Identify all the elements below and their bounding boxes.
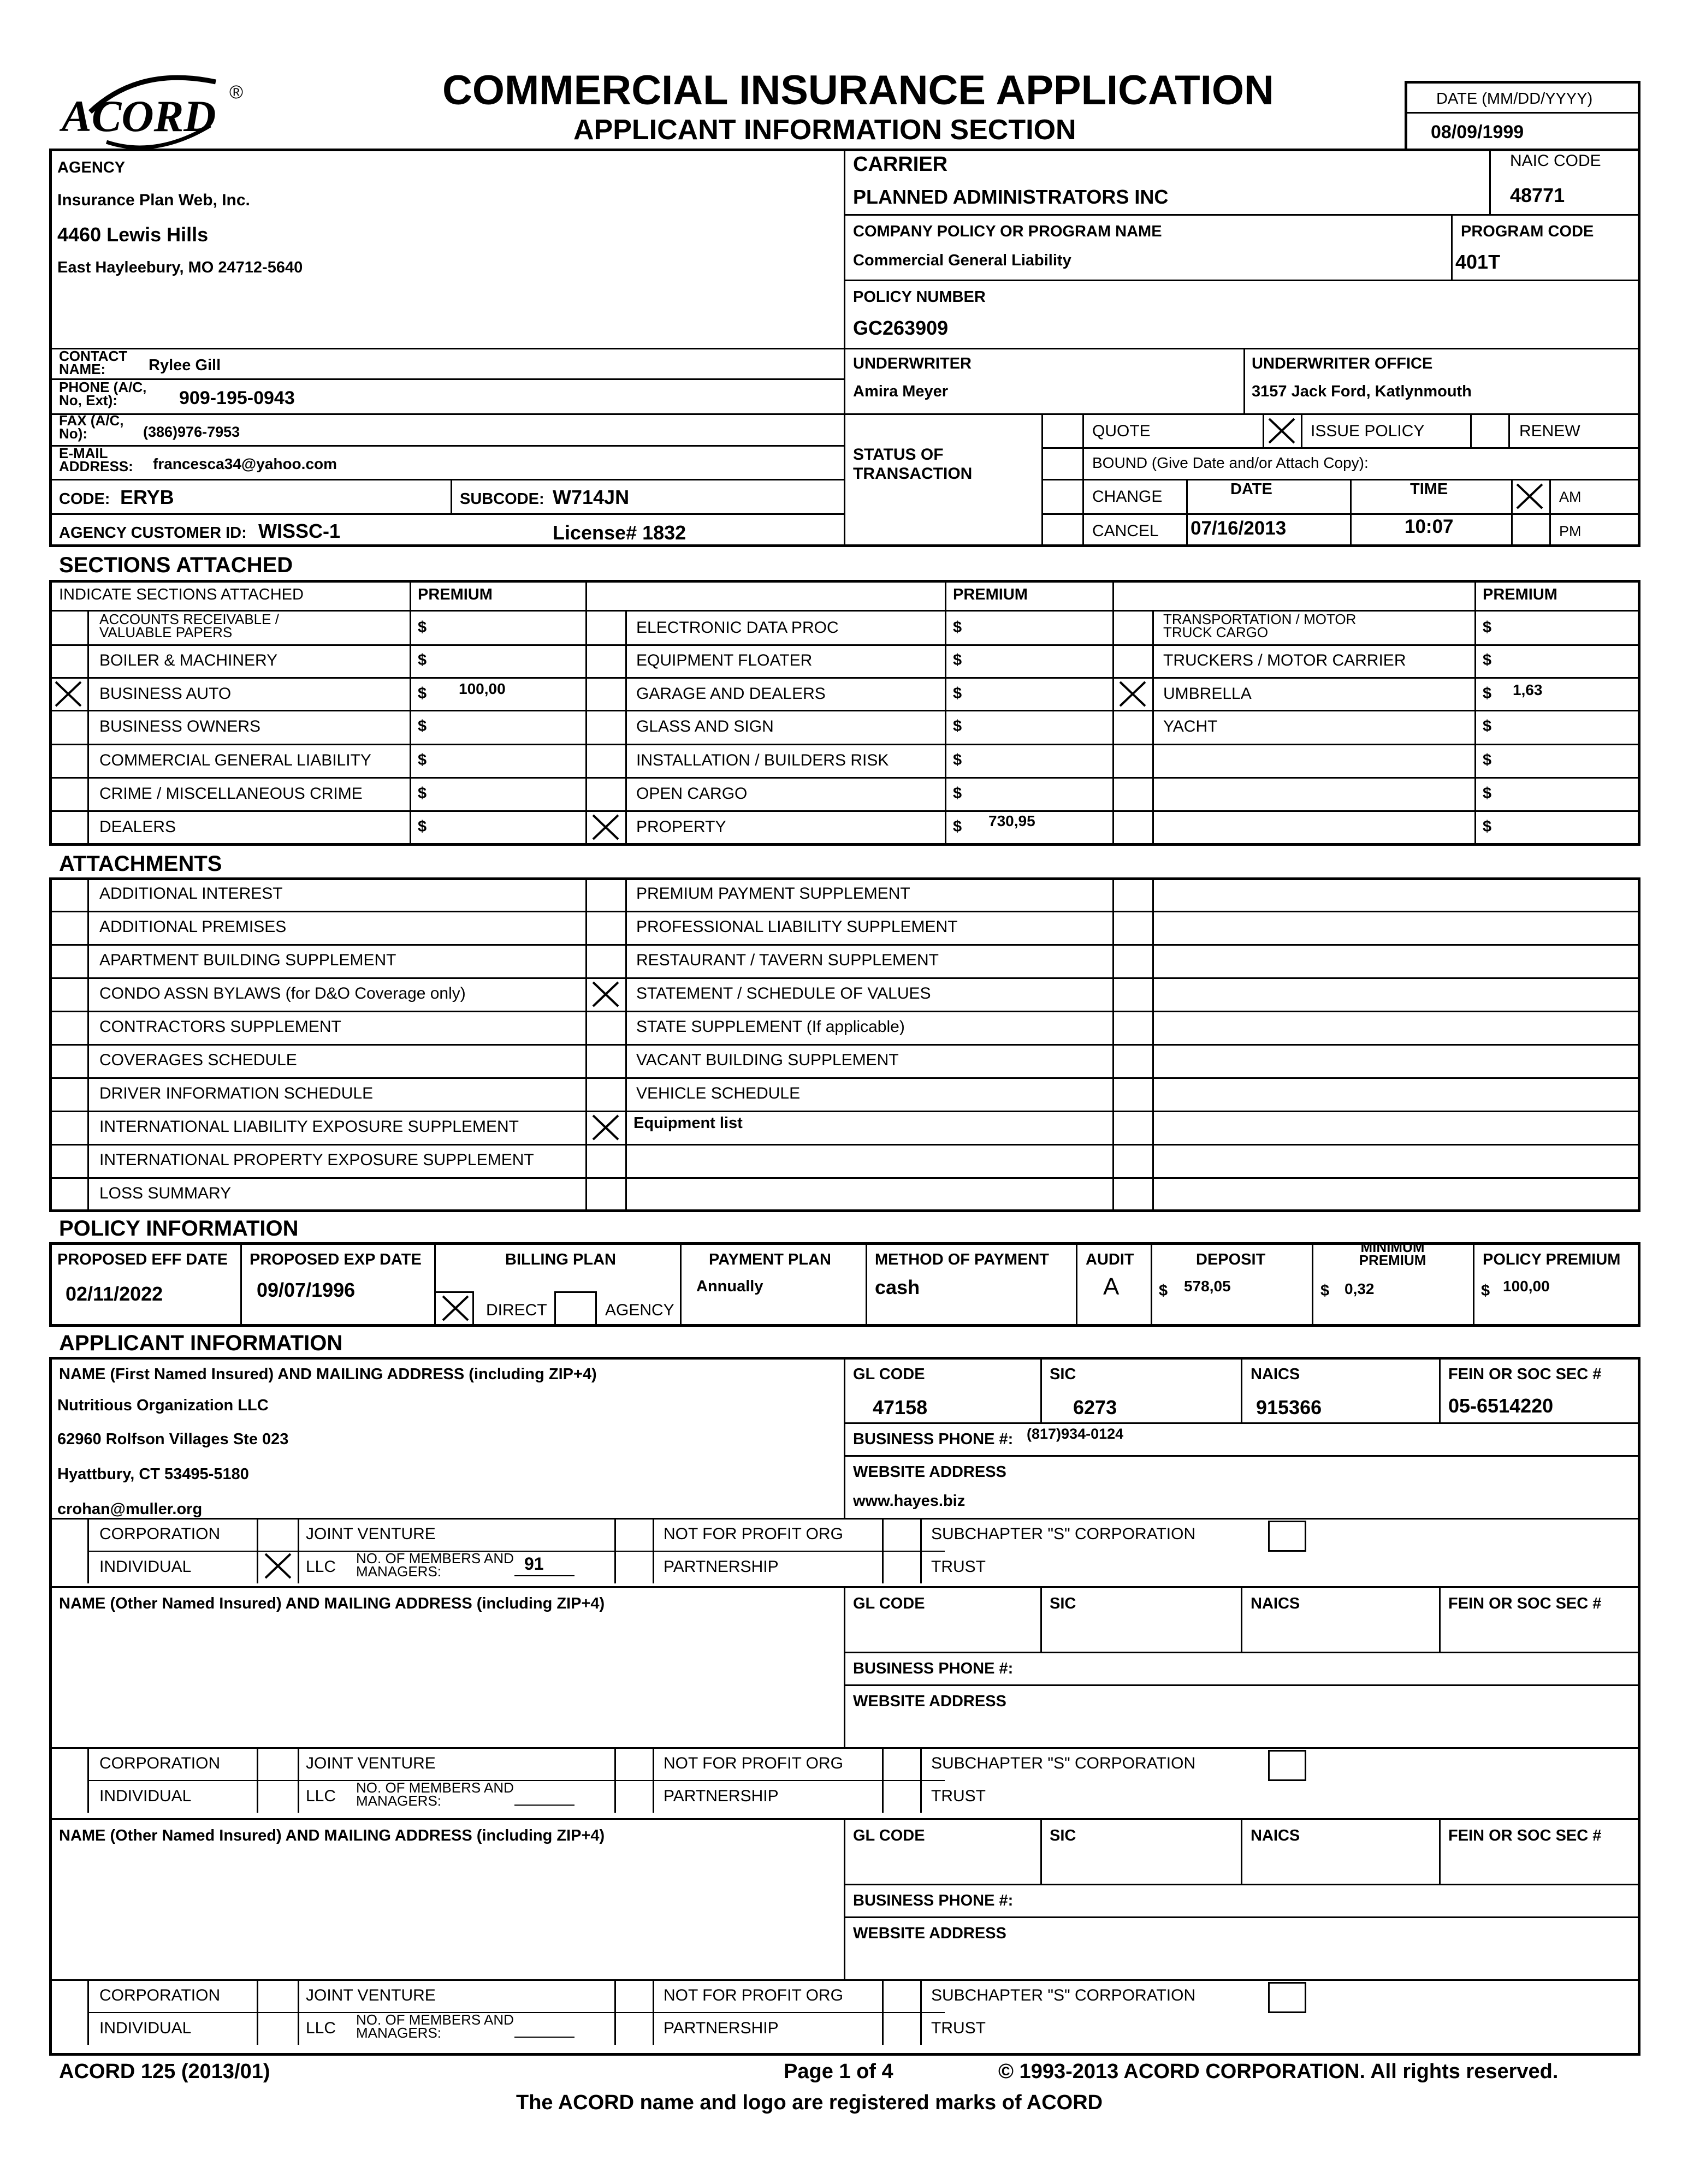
- corporation-label: CORPORATION: [99, 1754, 221, 1772]
- copyright: © 1993-2013 ACORD CORPORATION. All rights reserved.: [998, 2060, 1559, 2083]
- equipment-list-checkbox[interactable]: [590, 1113, 621, 1142]
- att-equipment-list[interactable]: Equipment list: [633, 1114, 743, 1132]
- acord-logo: [57, 60, 254, 153]
- insured-email[interactable]: crohan@muller.org: [57, 1500, 203, 1518]
- att-condo: CONDO ASSN BYLAWS (for D&O Coverage only): [99, 984, 466, 1002]
- premium-dollar-sign: $: [953, 785, 962, 802]
- property-premium[interactable]: 730,95: [988, 812, 1035, 829]
- fein-label: FEIN OR SOC SEC #: [1448, 1595, 1602, 1612]
- am-label: AM: [1559, 489, 1582, 505]
- website-label: WEBSITE ADDRESS: [853, 1925, 1006, 1942]
- members-count[interactable]: 91: [524, 1554, 544, 1574]
- llc-checkbox[interactable]: [262, 1552, 294, 1580]
- sa-equipment-floater: EQUIPMENT FLOATER: [636, 651, 813, 669]
- gl-code-label: GL CODE: [853, 1595, 925, 1612]
- policy-number-label: POLICY NUMBER: [853, 288, 986, 306]
- sa-installation: INSTALLATION / BUILDERS RISK: [636, 751, 889, 769]
- sa-cgl: COMMERCIAL GENERAL LIABILITY: [99, 751, 371, 769]
- gl-code-label: GL CODE: [853, 1366, 925, 1383]
- carrier-label: CARRIER: [853, 153, 948, 176]
- business-phone[interactable]: (817)934-0124: [1027, 1426, 1124, 1442]
- agency-label: AGENCY: [57, 159, 126, 176]
- premium-dollar-sign: $: [418, 619, 427, 636]
- fax-label: FAX (A/C, No):: [59, 412, 124, 442]
- agency-fax[interactable]: (386)976-7953: [143, 424, 240, 440]
- insured-address1[interactable]: 62960 Rolfson Villages Ste 023: [57, 1431, 289, 1448]
- joint-venture-label: JOINT VENTURE: [306, 1986, 436, 2004]
- partnership-label: PARTNERSHIP: [664, 1558, 779, 1576]
- cancel-date[interactable]: 07/16/2013: [1191, 518, 1287, 539]
- premium-dollar-sign: $: [953, 651, 962, 669]
- att-loss-summary: LOSS SUMMARY: [99, 1184, 232, 1202]
- audit-label: AUDIT: [1086, 1251, 1134, 1268]
- policy-premium-label: POLICY PREMIUM: [1483, 1251, 1621, 1268]
- att-vacant: VACANT BUILDING SUPPLEMENT: [636, 1051, 899, 1069]
- att-intl-property: INTERNATIONAL PROPERTY EXPOSURE SUPPLEMENT: [99, 1151, 534, 1169]
- customer-id-label: AGENCY CUSTOMER ID:: [59, 524, 247, 542]
- sa-electronic: ELECTRONIC DATA PROC: [636, 619, 839, 637]
- trust-label: TRUST: [931, 1787, 986, 1805]
- nfp-label: NOT FOR PROFIT ORG: [664, 1986, 843, 2004]
- sa-yacht: YACHT: [1163, 717, 1218, 735]
- premium-dollar-sign: $: [953, 619, 962, 636]
- att-additional-interest: ADDITIONAL INTEREST: [99, 885, 283, 903]
- partnership-label: PARTNERSHIP: [664, 1787, 779, 1805]
- att-professional: PROFESSIONAL LIABILITY SUPPLEMENT: [636, 918, 958, 936]
- insured-name-label: NAME (Other Named Insured) AND MAILING ADDRESS (including ZIP+4): [59, 1827, 605, 1844]
- corporation-label: CORPORATION: [99, 1986, 221, 2004]
- att-state-supplement: STATE SUPPLEMENT (If applicable): [636, 1018, 905, 1036]
- sa-glass: GLASS AND SIGN: [636, 717, 774, 735]
- sa-open-cargo: OPEN CARGO: [636, 785, 748, 803]
- exp-date-label: PROPOSED EXP DATE: [250, 1251, 422, 1268]
- cancel-label: CANCEL: [1092, 522, 1159, 540]
- att-restaurant: RESTAURANT / TAVERN SUPPLEMENT: [636, 951, 939, 969]
- underwriter[interactable]: Amira Meyer: [853, 383, 949, 400]
- program-name[interactable]: Commercial General Liability: [853, 252, 1071, 269]
- property-checkbox[interactable]: [590, 813, 621, 841]
- sic-code[interactable]: 6273: [1073, 1396, 1117, 1419]
- deposit-label: DEPOSIT: [1196, 1251, 1266, 1268]
- att-coverages: COVERAGES SCHEDULE: [99, 1051, 297, 1069]
- nfp-label: NOT FOR PROFIT ORG: [664, 1525, 843, 1543]
- sa-truckers: TRUCKERS / MOTOR CARRIER: [1163, 651, 1406, 669]
- premium-dollar-sign: $: [418, 785, 427, 802]
- premium-dollar-sign: $: [953, 717, 962, 735]
- payment-plan-label: PAYMENT PLAN: [709, 1251, 831, 1268]
- premium-dollar-sign: $: [418, 751, 427, 769]
- payment-method[interactable]: cash: [875, 1276, 920, 1298]
- sa-dealers: DEALERS: [99, 818, 176, 836]
- business-phone-label: BUSINESS PHONE #:: [853, 1431, 1014, 1448]
- premium-dollar-sign: $: [1483, 619, 1492, 636]
- program-code-label: PROGRAM CODE: [1461, 223, 1594, 240]
- sa-crime: CRIME / MISCELLANEOUS CRIME: [99, 785, 363, 803]
- insured-name[interactable]: Nutritious Organization LLC: [57, 1397, 269, 1414]
- policy-number[interactable]: GC263909: [853, 317, 949, 339]
- sa-business-owners: BUSINESS OWNERS: [99, 717, 261, 735]
- agency-subcode[interactable]: W714JN: [553, 486, 630, 508]
- premium-dollar-sign: $: [953, 751, 962, 769]
- underwriter-office-label: UNDERWRITER OFFICE: [1252, 355, 1433, 372]
- date-value[interactable]: 08/09/1999: [1431, 122, 1524, 143]
- sic-label: SIC: [1050, 1595, 1076, 1612]
- joint-venture-label: JOINT VENTURE: [306, 1754, 436, 1772]
- policy-info-title: POLICY INFORMATION: [59, 1216, 299, 1241]
- website[interactable]: www.hayes.biz: [853, 1492, 966, 1510]
- individual-label: INDIVIDUAL: [99, 1558, 192, 1576]
- contact-label: CONTACT NAME:: [59, 348, 128, 377]
- premium-dollar-sign: $: [418, 818, 427, 835]
- subcode-label: SUBCODE:: [460, 490, 544, 508]
- issue-policy-label: ISSUE POLICY: [1311, 422, 1425, 440]
- agency-billing-label: AGENCY: [605, 1301, 674, 1319]
- eff-date-label: PROPOSED EFF DATE: [57, 1251, 228, 1268]
- subchapter-label: SUBCHAPTER "S" CORPORATION: [931, 1986, 1196, 2004]
- premium-dollar-sign: $: [953, 818, 962, 835]
- sa-transportation: TRANSPORTATION / MOTOR TRUCK CARGO: [1163, 611, 1357, 640]
- att-driver: DRIVER INFORMATION SCHEDULE: [99, 1084, 374, 1102]
- sa-accounts-receivable: ACCOUNTS RECEIVABLE / VALUABLE PAPERS: [99, 611, 279, 640]
- min-premium-label: MINIMUM PREMIUM: [1359, 1239, 1426, 1268]
- agency-phone[interactable]: 909-195-0943: [179, 388, 295, 408]
- agency-code[interactable]: ERYB: [120, 486, 174, 508]
- exp-date[interactable]: 09/07/1996: [257, 1279, 356, 1301]
- att-contractors: CONTRACTORS SUPPLEMENT: [99, 1018, 341, 1036]
- carrier-name[interactable]: PLANNED ADMINISTRATORS INC: [853, 186, 1169, 208]
- att-intl-liability: INTERNATIONAL LIABILITY EXPOSURE SUPPLEMENT: [99, 1118, 519, 1136]
- min-premium-value[interactable]: 0,32: [1345, 1280, 1375, 1297]
- sa-umbrella: UMBRELLA: [1163, 685, 1252, 703]
- trust-label: TRUST: [931, 2019, 986, 2037]
- logo-text: ACORD: [62, 91, 216, 141]
- customer-id[interactable]: WISSC-1: [258, 520, 341, 542]
- license[interactable]: License# 1832: [553, 521, 686, 544]
- method-label: METHOD OF PAYMENT: [875, 1251, 1050, 1268]
- nfp-label: NOT FOR PROFIT ORG: [664, 1754, 843, 1772]
- individual-label: INDIVIDUAL: [99, 2019, 192, 2037]
- agency-email[interactable]: francesca34@yahoo.com: [153, 455, 337, 472]
- premium-dollar-sign: $: [1483, 818, 1492, 835]
- underwriter-label: UNDERWRITER: [853, 355, 972, 372]
- business-auto-premium[interactable]: 100,00: [459, 680, 506, 697]
- agency-name[interactable]: Insurance Plan Web, Inc.: [57, 191, 250, 209]
- premium-label-2: PREMIUM: [953, 586, 1028, 603]
- policy-premium-value[interactable]: 100,00: [1503, 1278, 1550, 1295]
- llc-label: LLC: [306, 1787, 336, 1805]
- att-apartment: APARTMENT BUILDING SUPPLEMENT: [99, 951, 396, 969]
- deposit-value[interactable]: 578,05: [1184, 1278, 1231, 1295]
- att-additional-premises: ADDITIONAL PREMISES: [99, 918, 287, 936]
- umbrella-checkbox[interactable]: [1117, 680, 1148, 708]
- program-name-label: COMPANY POLICY OR PROGRAM NAME: [853, 223, 1162, 240]
- applicant-info-title: APPLICANT INFORMATION: [59, 1331, 343, 1355]
- members-label: NO. OF MEMBERS AND MANAGERS:: [356, 1779, 514, 1809]
- status-label: STATUS OF TRANSACTION: [853, 446, 973, 483]
- deposit-dollar: $: [1159, 1282, 1168, 1299]
- fein-label: FEIN OR SOC SEC #: [1448, 1827, 1602, 1844]
- renew-label: RENEW: [1519, 422, 1580, 440]
- sa-boiler: BOILER & MACHINERY: [99, 651, 278, 669]
- fein[interactable]: 05-6514220: [1448, 1394, 1554, 1417]
- attachments-title: ATTACHMENTS: [59, 852, 222, 876]
- naics-label: NAICS: [1251, 1827, 1300, 1844]
- premium-dollar-sign: $: [418, 717, 427, 735]
- registered-marks: The ACORD name and logo are registered marks of ACORD: [516, 2091, 1103, 2114]
- form-number: ACORD 125 (2013/01): [59, 2060, 270, 2083]
- direct-checkbox[interactable]: [440, 1294, 471, 1322]
- contact-name[interactable]: Rylee Gill: [149, 357, 221, 374]
- naics-label: NAICS: [1251, 1595, 1300, 1612]
- eff-date[interactable]: 02/11/2022: [66, 1283, 163, 1305]
- website-label: WEBSITE ADDRESS: [853, 1693, 1006, 1710]
- sic-label: SIC: [1050, 1827, 1076, 1844]
- members-label: NO. OF MEMBERS AND MANAGERS:: [356, 1550, 514, 1580]
- sa-business-auto: BUSINESS AUTO: [99, 685, 232, 703]
- svg-text:®: ®: [229, 82, 244, 103]
- sections-attached-title: SECTIONS ATTACHED: [59, 553, 293, 577]
- change-label: CHANGE: [1092, 488, 1163, 506]
- umbrella-premium[interactable]: 1,63: [1513, 681, 1543, 698]
- gl-code-label: GL CODE: [853, 1827, 925, 1844]
- underwriter-office[interactable]: 3157 Jack Ford, Katlynmouth: [1252, 383, 1472, 400]
- llc-label: LLC: [306, 1558, 336, 1576]
- members-label: NO. OF MEMBERS AND MANAGERS:: [356, 2011, 514, 2041]
- subchapter-label: SUBCHAPTER "S" CORPORATION: [931, 1754, 1196, 1772]
- subchapter-label: SUBCHAPTER "S" CORPORATION: [931, 1525, 1196, 1543]
- code-label: CODE:: [59, 490, 110, 508]
- cancel-time[interactable]: 10:07: [1405, 516, 1454, 537]
- phone-label: PHONE (A/C, No, Ext):: [59, 379, 147, 408]
- premium-dollar-sign: $: [1483, 717, 1492, 735]
- business-auto-checkbox[interactable]: [52, 680, 84, 708]
- naic-label: NAIC CODE: [1510, 152, 1601, 170]
- att-premium-payment: PREMIUM PAYMENT SUPPLEMENT: [636, 885, 910, 903]
- sa-garage: GARAGE AND DEALERS: [636, 685, 826, 703]
- premium-label-3: PREMIUM: [1483, 586, 1557, 603]
- trust-label: TRUST: [931, 1558, 986, 1576]
- business-phone-label: BUSINESS PHONE #:: [853, 1892, 1014, 1909]
- att-statement: STATEMENT / SCHEDULE OF VALUES: [636, 984, 931, 1002]
- premium-dollar-sign: $: [418, 685, 427, 702]
- premium-dollar-sign: $: [418, 651, 427, 669]
- direct-label: DIRECT: [486, 1301, 547, 1319]
- joint-venture-label: JOINT VENTURE: [306, 1525, 436, 1543]
- indicate-label: INDICATE SECTIONS ATTACHED: [59, 586, 304, 603]
- agency-address2[interactable]: East Hayleebury, MO 24712-5640: [57, 259, 303, 276]
- date-col-label: DATE: [1230, 480, 1272, 498]
- form-title: COMMERCIAL INSURANCE APPLICATION: [442, 67, 1274, 114]
- payment-plan[interactable]: Annually: [696, 1278, 763, 1295]
- pm-label: PM: [1559, 523, 1582, 539]
- naics-label: NAICS: [1251, 1366, 1300, 1383]
- audit-value[interactable]: A: [1103, 1273, 1120, 1300]
- sa-property: PROPERTY: [636, 818, 726, 836]
- naic-code[interactable]: 48771: [1510, 184, 1565, 206]
- min-premium-dollar: $: [1320, 1282, 1330, 1299]
- form-subtitle: APPLICANT INFORMATION SECTION: [573, 114, 1076, 146]
- business-phone-label: BUSINESS PHONE #:: [853, 1660, 1014, 1677]
- sic-label: SIC: [1050, 1366, 1076, 1383]
- date-label: DATE (MM/DD/YYYY): [1436, 90, 1593, 108]
- corporation-label: CORPORATION: [99, 1525, 221, 1543]
- time-col-label: TIME: [1410, 480, 1448, 498]
- statement-checkbox[interactable]: [590, 980, 621, 1008]
- program-code[interactable]: 401T: [1455, 251, 1501, 273]
- premium-dollar-sign: $: [953, 685, 962, 702]
- llc-label: LLC: [306, 2019, 336, 2037]
- premium-dollar-sign: $: [1483, 785, 1492, 802]
- partnership-label: PARTNERSHIP: [664, 2019, 779, 2037]
- insured-address2[interactable]: Hyattbury, CT 53495-5180: [57, 1465, 249, 1483]
- bound-label: BOUND (Give Date and/or Attach Copy):: [1092, 454, 1369, 471]
- am-checkbox[interactable]: [1514, 482, 1545, 511]
- premium-dollar-sign: $: [1483, 685, 1492, 702]
- fein-label: FEIN OR SOC SEC #: [1448, 1366, 1602, 1383]
- att-vehicle: VEHICLE SCHEDULE: [636, 1084, 801, 1102]
- billing-plan-label: BILLING PLAN: [505, 1251, 616, 1268]
- premium-dollar-sign: $: [1483, 751, 1492, 769]
- page-number: Page 1 of 4: [784, 2060, 893, 2083]
- individual-label: INDIVIDUAL: [99, 1787, 192, 1805]
- insured-name-label: NAME (First Named Insured) AND MAILING ADDRESS (including ZIP+4): [59, 1366, 597, 1383]
- premium-dollar-sign: $: [1483, 651, 1492, 669]
- gl-code[interactable]: 47158: [873, 1396, 928, 1419]
- issue-policy-checkbox[interactable]: [1266, 417, 1298, 445]
- agency-address1[interactable]: 4460 Lewis Hills: [57, 223, 209, 246]
- insured-name-label: NAME (Other Named Insured) AND MAILING ADDRESS (including ZIP+4): [59, 1595, 605, 1612]
- quote-label: QUOTE: [1092, 422, 1151, 440]
- website-label: WEBSITE ADDRESS: [853, 1463, 1006, 1481]
- policy-premium-dollar: $: [1481, 1282, 1490, 1299]
- premium-label-1: PREMIUM: [418, 586, 493, 603]
- email-label: E-MAIL ADDRESS:: [59, 445, 133, 474]
- naics-code[interactable]: 915366: [1256, 1396, 1322, 1419]
